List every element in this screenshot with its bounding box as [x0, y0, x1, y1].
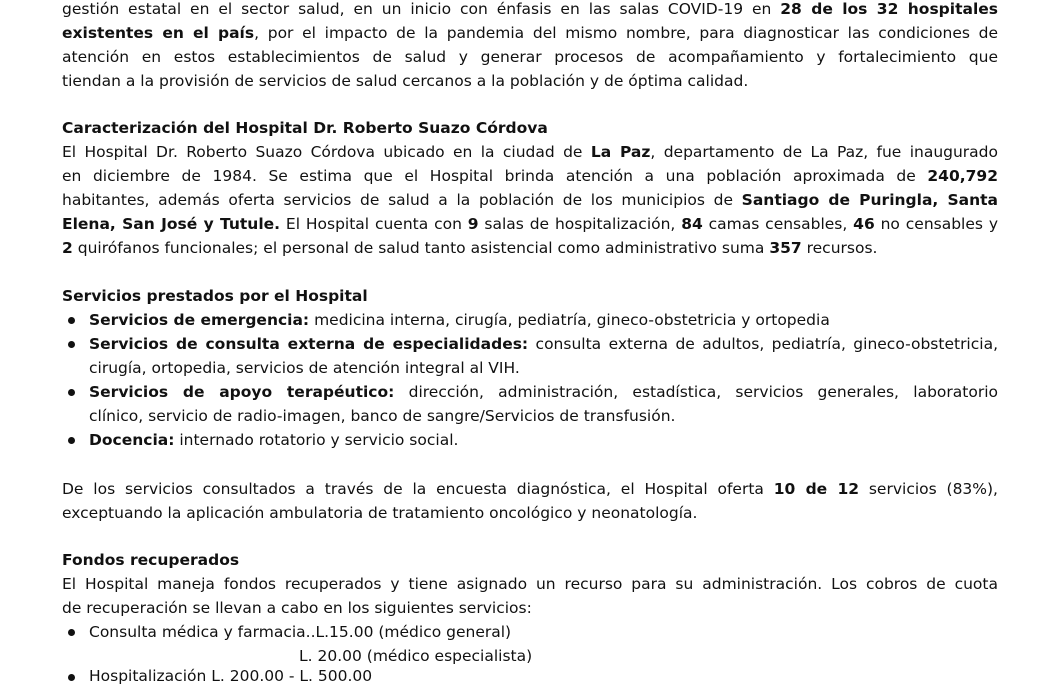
encuesta-line-2: exceptuando la aplicación ambulatoria de tratamiento oncológico y neonatología.: [62, 504, 698, 522]
bold-camas: 84: [681, 215, 703, 233]
caracterizacion-line-1: [62, 140, 998, 164]
list-item-label: Servicios de emergencia:: [89, 311, 310, 329]
list-item-text: internado rotatorio y servicio social.: [174, 431, 459, 449]
intro-text: , por el impacto de la pandemia del mismo nombre, para diagnosticar las condiciones de: [254, 24, 998, 42]
list-item-text: medicina interna, cirugía, pediatría, gineco-obstetricia y ortopedia: [309, 311, 830, 329]
caracterizacion-line-4: [62, 212, 998, 236]
intro-line-4: tiendan a la provisión de servicios de salud cercanos a la población y de óptima calidad.: [62, 72, 749, 90]
intro-line-3: atención en estos establecimientos de salud y generar procesos de acompañamiento y fortalecimiento que: [62, 48, 998, 66]
section-heading-caracterizacion: Caracterización del Hospital Dr. Roberto Suazo Córdova: [62, 119, 548, 137]
text-run: quirófanos funcionales; el personal de salud tanto asistencial como administrativo suma: [72, 239, 770, 257]
section-heading-servicios: Servicios prestados por el Hospital: [62, 287, 368, 305]
list-item: [89, 332, 998, 356]
list-item-continuation: clínico, servicio de radio-imagen, banco de sangre/Servicios de transfusión.: [89, 407, 676, 425]
intro-bold-country: existentes en el país: [62, 24, 255, 42]
intro-bold-hospitals: 28 de los 32 hospitales: [780, 0, 998, 18]
bullet-icon: [68, 341, 75, 348]
text-run: De los servicios consultados a través de la encuesta diagnóstica, el Hospital oferta: [62, 480, 774, 498]
caracterizacion-line-5: [62, 236, 998, 260]
caracterizacion-line-2: [62, 164, 998, 188]
intro-line-2: [62, 21, 998, 45]
bold-recursos: 357: [769, 239, 802, 257]
list-item-continuation: L. 20.00 (médico especialista): [299, 647, 533, 665]
list-item: Consulta médica y farmacia..L.15.00 (médico general): [89, 623, 512, 641]
list-item-text: consulta externa de adultos, pediatría, gineco-obstetricia,: [528, 335, 998, 353]
bold-municipalities: Elena, San José y Tutule.: [62, 215, 281, 233]
bullet-icon: [68, 674, 75, 681]
text-run: El Hospital cuenta con: [280, 215, 468, 233]
list-item-label: Docencia:: [89, 431, 175, 449]
bullet-icon: [68, 317, 75, 324]
text-run: servicios (83%),: [859, 480, 998, 498]
list-item-label: Servicios de consulta externa de especialidades:: [89, 335, 529, 353]
section-heading-fondos: Fondos recuperados: [62, 551, 240, 569]
text-run: salas de hospitalización,: [478, 215, 682, 233]
list-item: [89, 308, 998, 332]
bold-population: 240,792: [927, 167, 998, 185]
bold-services-count: 10 de 12: [773, 480, 860, 498]
text-run: camas censables,: [702, 215, 854, 233]
bold-quirofanos: 2: [62, 239, 73, 257]
intro-line-1: [62, 0, 998, 21]
list-item: [89, 380, 998, 404]
text-run: El Hospital Dr. Roberto Suazo Córdova ubicado en la ciudad de: [62, 143, 591, 161]
bullet-icon: [68, 389, 75, 396]
list-item-label: Servicios de apoyo terapéutico:: [89, 383, 395, 401]
caracterizacion-line-3: [62, 188, 998, 212]
text-run: no censables y: [874, 215, 998, 233]
list-item-text: dirección, administración, estadística, servicios generales, laboratorio: [394, 383, 998, 401]
intro-text: gestión estatal en el sector salud, en un inicio con énfasis en las salas COVID-19 en: [62, 0, 781, 18]
list-item-partial: Hospitalización L. 200.00 - L. 500.00: [89, 667, 373, 685]
fondos-line-1: El Hospital maneja fondos recuperados y tiene asignado un recurso para su administración. Los cobros de cuota: [62, 575, 998, 593]
bold-no-censables: 46: [853, 215, 875, 233]
text-run: recursos.: [801, 239, 878, 257]
encuesta-line-1: [62, 477, 998, 501]
fondos-line-2: de recuperación se llevan a cabo en los siguientes servicios:: [62, 599, 532, 617]
list-item-continuation: cirugía, ortopedia, servicios de atención integral al VIH.: [89, 359, 520, 377]
text-run: , departamento de La Paz, fue inaugurado: [650, 143, 998, 161]
bullet-icon: [68, 437, 75, 444]
text-run: habitantes, además oferta servicios de salud a la población de los municipios de: [62, 191, 742, 209]
text-run: en diciembre de 1984. Se estima que el Hospital brinda atención a una población aproximada de: [62, 167, 928, 185]
bold-salas: 9: [467, 215, 479, 233]
list-item: [89, 428, 998, 452]
bold-city: La Paz: [590, 143, 651, 161]
bullet-icon: [68, 629, 75, 636]
bold-municipalities: Santiago de Puringla, Santa: [741, 191, 998, 209]
